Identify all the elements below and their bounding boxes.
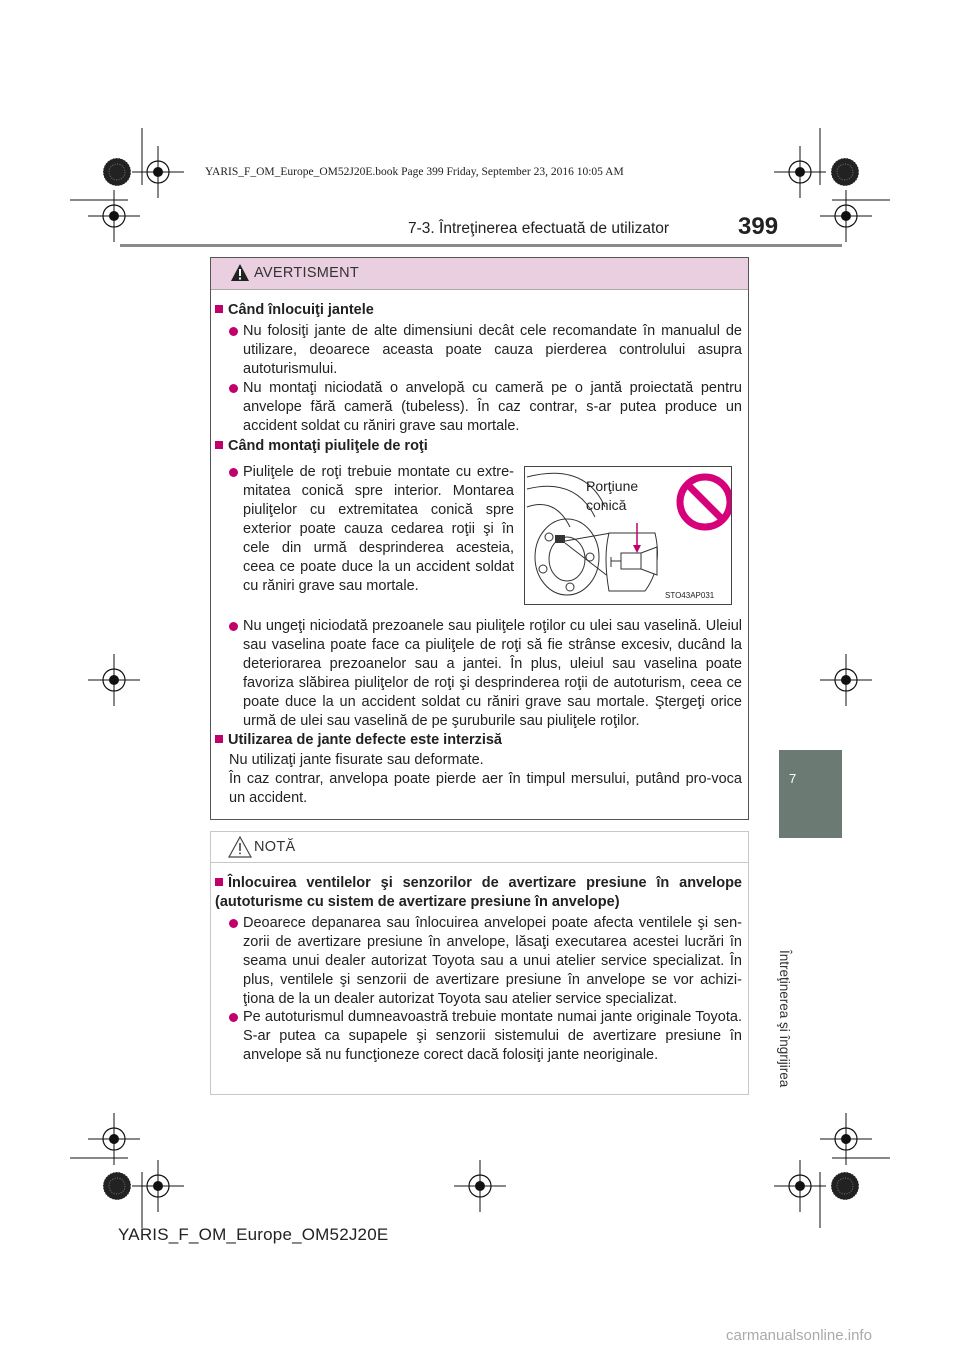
bullet-text: Nu folosiţi jante de alte dimensiuni decât cele recomandate în manualul de utilizare, deoarece aceasta poate cauza pierderea controlului asupra autoturismului. xyxy=(243,323,742,377)
bullet-text: Piuliţele de roţi trebuie montate cu extre-mitatea conică spre interior. Montarea piuliţelor cu extremitatea conică spre exterior poate cauza cedarea roţii şi în cele din urmă desprinderea acesteia, ceea ce poate duce la un accident soldat cu răniri grave sau mortale. xyxy=(243,464,514,594)
bullet-dot-icon xyxy=(229,384,238,393)
bullet-dot-icon xyxy=(229,919,238,928)
note-heading xyxy=(215,874,742,912)
bullet-dot-icon xyxy=(229,468,238,477)
warning-title: AVERTISMENT xyxy=(254,265,360,281)
warning-bullet xyxy=(243,617,742,731)
manual-code: YARIS_F_OM_Europe_OM52J20E xyxy=(118,1225,389,1244)
prohibited-sign-icon xyxy=(680,477,730,527)
section-title: 7-3. Întreţinerea efectuată de utilizator xyxy=(408,220,670,237)
note-header xyxy=(211,832,748,863)
caution-triangle-icon xyxy=(228,836,252,858)
figure-label-line: Porţiune xyxy=(586,478,639,494)
warning-header xyxy=(211,258,748,290)
heading-text: Când înlocuiţi jantele xyxy=(228,302,374,318)
header-rule xyxy=(120,244,842,247)
note-bullet xyxy=(243,1008,742,1065)
chapter-tab xyxy=(779,750,842,838)
heading-square-icon xyxy=(215,735,223,743)
figure-code: STO43AP031 xyxy=(665,591,715,600)
figure-label-line: conică xyxy=(586,497,627,513)
bullet-text: Pe autoturismul dumneavoastră trebuie montate numai jante originale Toyota. S-ar putea ca supapele şi senzorii sistemului de avertizare presiune în anvelope să nu funcţioneze corect dacă folosiţi jante neoriginale. xyxy=(243,1009,742,1063)
chapter-number: 7 xyxy=(789,771,797,786)
bullet-dot-icon xyxy=(229,1013,238,1022)
chapter-title: Întreţinerea şi îngrijirea xyxy=(777,950,792,1088)
heading-square-icon xyxy=(215,878,223,886)
warning-bullet xyxy=(243,379,742,436)
warning-heading-defective xyxy=(215,731,502,750)
page-number: 399 xyxy=(738,213,779,240)
heading-text: Utilizarea de jante defecte este interzisă xyxy=(228,732,502,748)
bullet-dot-icon xyxy=(229,622,238,631)
heading-square-icon xyxy=(215,441,223,449)
bullet-dot-icon xyxy=(229,327,238,336)
bullet-text: Nu montaţi niciodată o anvelopă cu cameră pe o jantă proiectată pentru anvelope fără cameră (tubeless). În caz contrar, s-ar putea produce un accident soldat cu răniri grave sau mortale. xyxy=(243,380,742,434)
warning-bullet xyxy=(243,463,514,596)
warning-text: Nu utilizaţi jante fisurate sau deformate. xyxy=(229,752,484,768)
warning-heading-rims xyxy=(215,301,374,320)
warning-triangle-icon xyxy=(230,263,250,282)
heading-text: Când montaţi piuliţele de roţi xyxy=(228,438,428,454)
wheel-nut-figure xyxy=(524,466,732,605)
note-bullet xyxy=(243,914,742,1009)
file-stamp: YARIS_F_OM_Europe_OM52J20E.book Page 399 Friday, September 23, 2016 10:05 AM xyxy=(205,166,624,178)
bullet-text: Nu ungeţi niciodată prezoanele sau piuliţele roţilor cu ulei sau vaselină. Uleiul sau vaselina poate face ca piuliţele de roţi să fie strânse excesiv, ducând la deteriorarea prezoanelor sau a jantei. În plus, uleiul sau vaselina poate favoriza slăbirea piuliţelor de roţi şi desprinderea roţii de autoturism, ceea ce poate duce la un accident soldat cu răniri grave sau mortale. Ştergeţi orice urmă de ulei sau vaselină de pe şuruburile sau piuliţele roţilor. xyxy=(243,618,742,729)
heading-square-icon xyxy=(215,305,223,313)
warning-text: În caz contrar, anvelopa poate pierde aer în timpul mersului, putând pro-voca un accident. xyxy=(229,771,742,806)
bullet-text: Deoarece depanarea sau înlocuirea anvelopei poate afecta ventilele şi sen-zorii de avertizare presiune în anvelope, lăsaţi executarea acestei lucrări în seama unui dealer autorizat Toyota sau a unui atelier service specializat. În plus, ventilele şi senzorii de avertizare presiune în anvelope se vor achizi-ţiona de la un dealer autorizat Toyota sau atelier service specializat. xyxy=(243,915,742,1007)
warning-bullet xyxy=(243,322,742,379)
note-title: NOTĂ xyxy=(254,839,296,855)
figure-label xyxy=(586,477,638,515)
watermark: carmanualsonline.info xyxy=(726,1327,872,1344)
warning-heading-nuts xyxy=(215,437,428,456)
heading-text: Înlocuirea ventilelor şi senzorilor de avertizare presiune în anvelope (autoturisme cu sistem de avertizare presiune în anvelope) xyxy=(215,875,742,910)
